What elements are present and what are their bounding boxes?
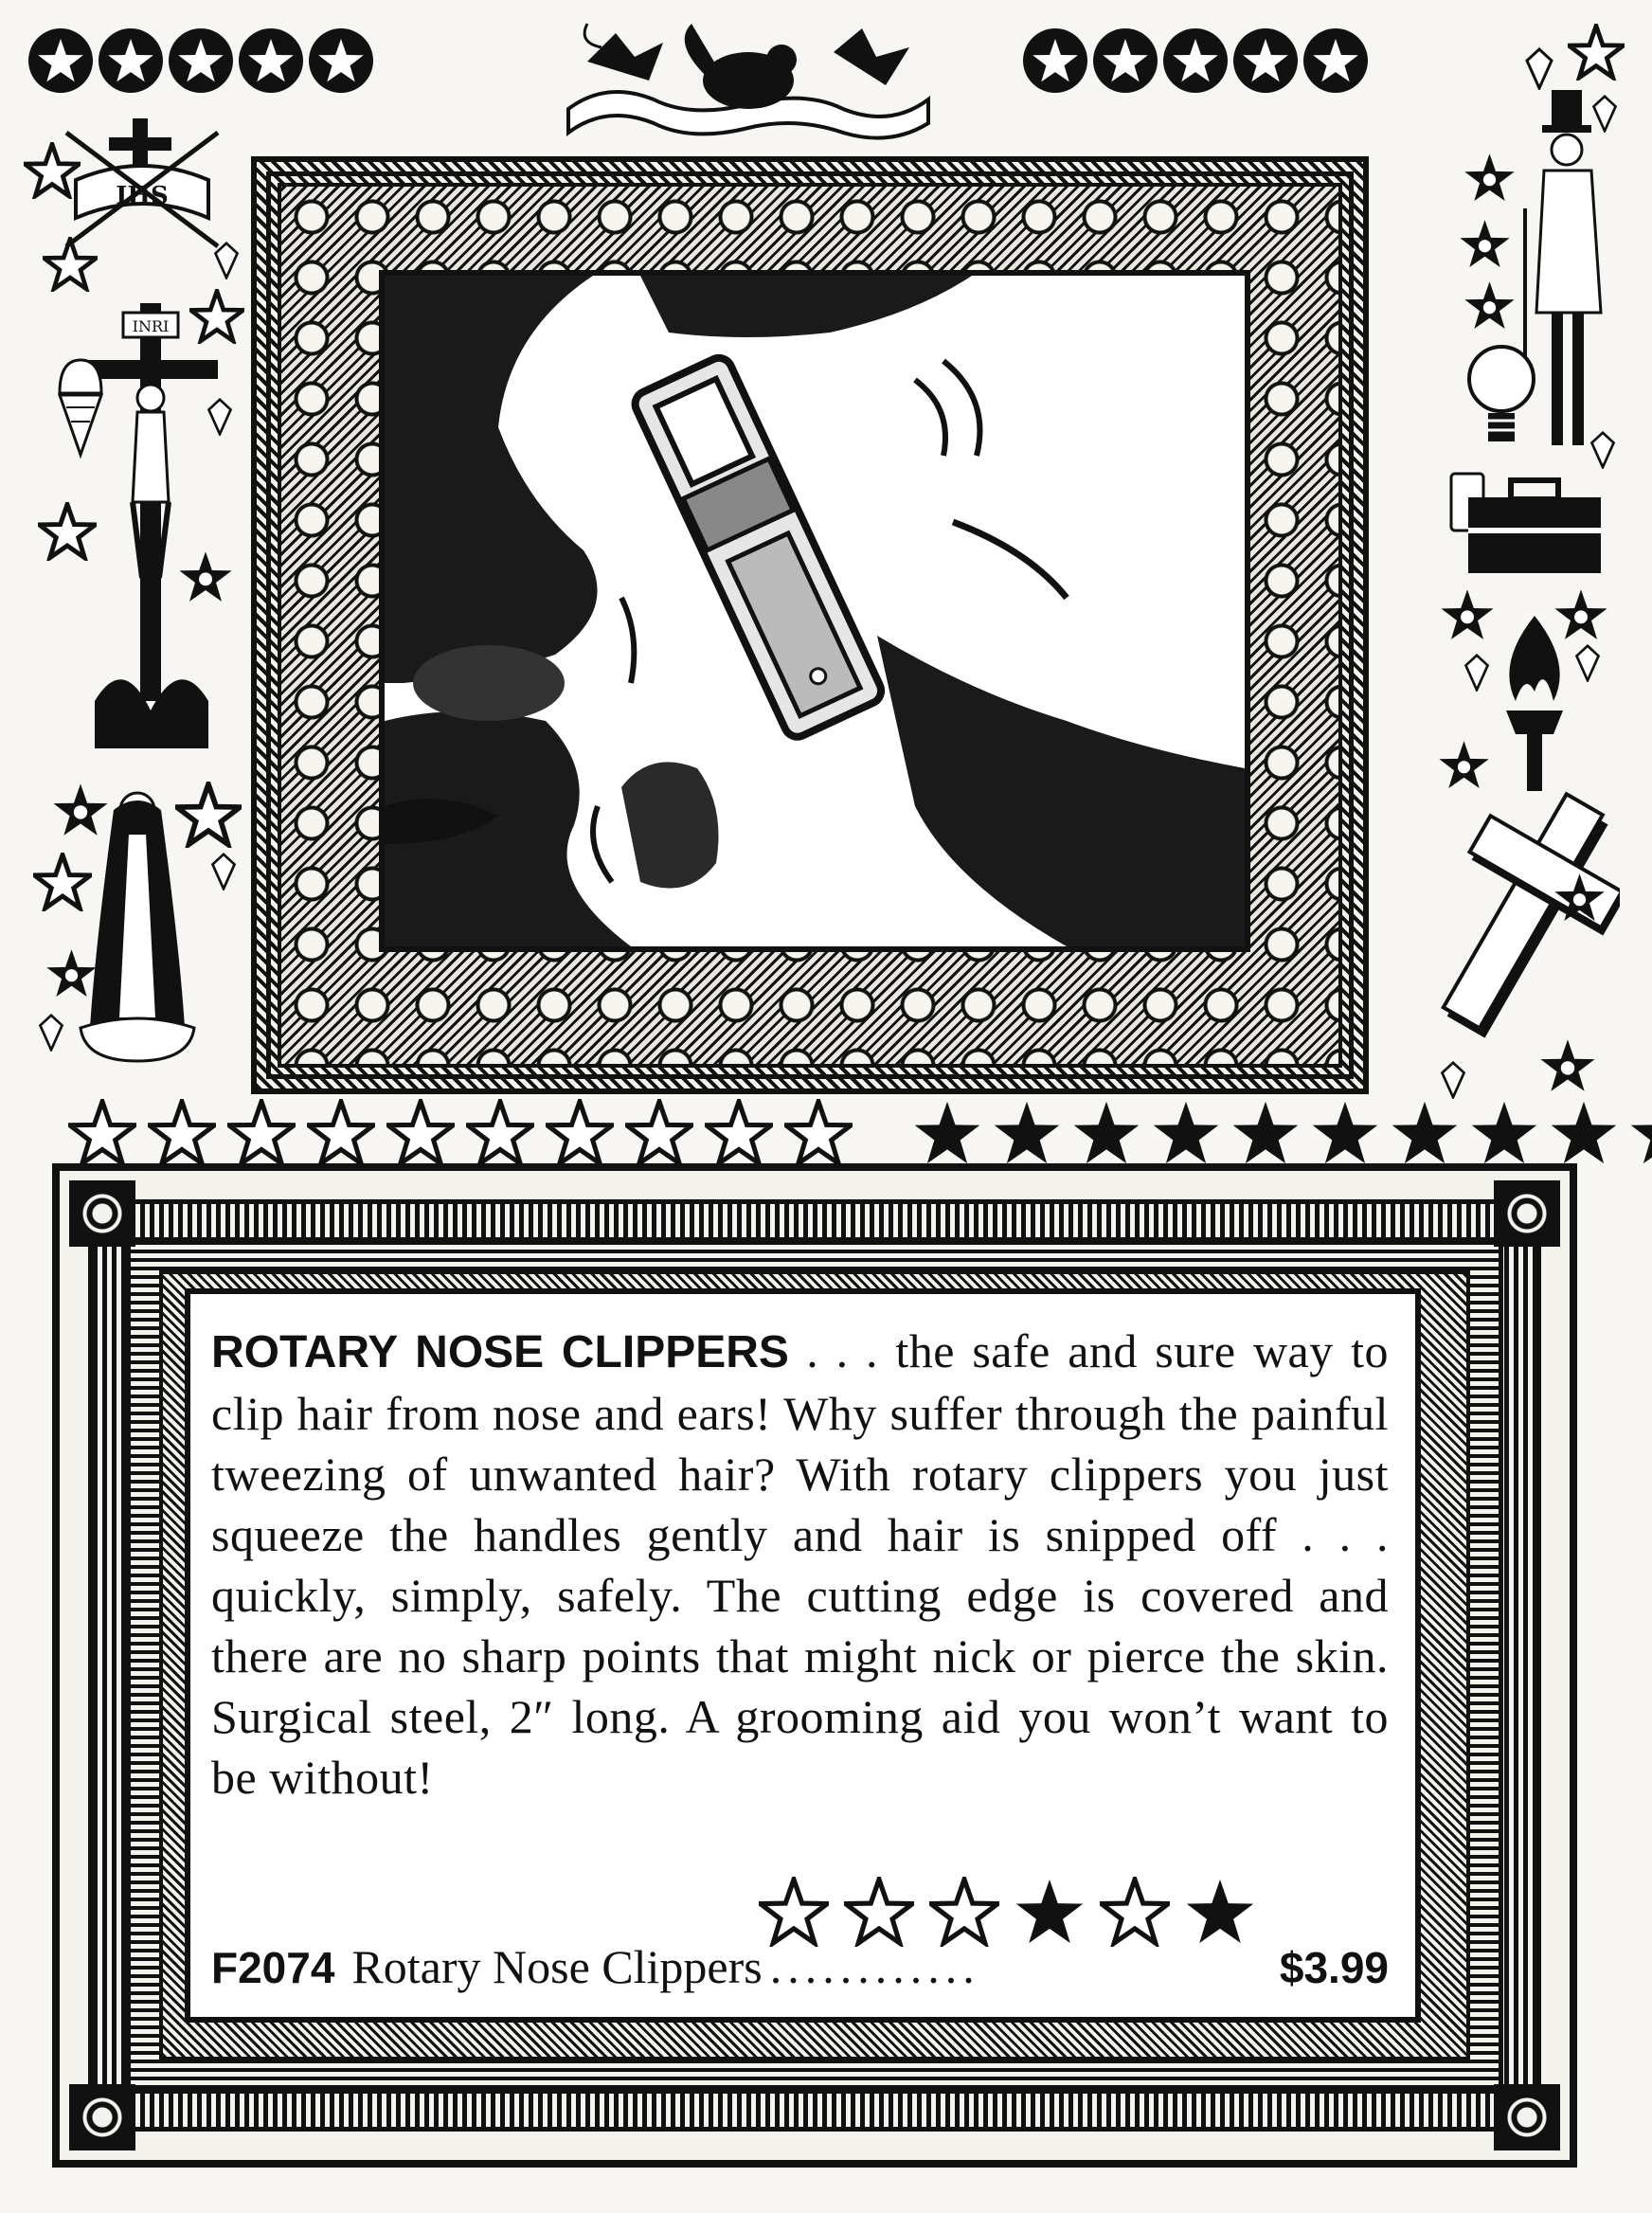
inri-sign-text: INRI [132,317,170,335]
outline-star-icon [466,1099,534,1167]
solid-star-icon [1072,1099,1140,1167]
outline-star-icon [307,1099,375,1167]
outline-star-icon [227,1099,296,1167]
outline-star-icon [844,1877,914,1947]
starburst-icon [178,549,233,604]
outline-star-icon [784,1099,853,1167]
product-photo [379,270,1250,952]
solid-star-icon [993,1099,1061,1167]
solid-star-icon [1231,1099,1300,1167]
circle-star-icon [99,28,163,93]
starburst-icon [45,947,98,999]
outline-star-icon [386,1099,455,1167]
ad-description: . . . the safe and sure way to clip hair from nose and ears! Why suffer through the painful tweezing of unwanted hair? With rotary clippers you just squeeze the handles gently and hair is snipped off . . . quickly, simply, safely. The cutting edge is covered and there are no sharp points that might nick or pierce the skin. Surgical steel, 2″ long. A grooming aid you won’t want to be without! [211,1324,1389,1804]
solid-star-icon [1015,1877,1085,1947]
madonna-figure-icon [76,782,199,1066]
corner-ornament-icon [69,1180,135,1247]
solid-star-icon [1550,1099,1618,1167]
outline-star-icon [1568,24,1625,81]
gem-icon [38,1014,64,1052]
outline-star-icon [189,289,244,344]
circle-star-icon [1163,28,1228,93]
starburst-icon [1539,1037,1596,1094]
top-star-row-right [1023,28,1374,93]
gem-icon [1591,95,1618,133]
gem-icon [1440,1061,1466,1099]
starburst-icon [1463,279,1516,332]
product-name: Rotary Nose Clippers [351,1940,763,1993]
ice-cream-cone-icon [52,355,109,459]
solid-star-icon [1391,1099,1459,1167]
outline-star-icon [546,1099,614,1167]
outline-star-icon [759,1877,829,1947]
solid-star-icon [1470,1099,1538,1167]
outline-star-icon [929,1877,999,1947]
circle-star-icon [169,28,233,93]
corner-ornament-icon [1494,1180,1560,1247]
outline-star-icon [43,237,98,292]
gem-icon [213,242,240,279]
top-star-row-left [28,28,379,93]
torch-icon [1478,606,1591,796]
starburst-icon [1459,218,1511,270]
briefcase-icon [1449,469,1606,578]
corner-ornament-icon [69,2084,135,2150]
circle-star-icon [28,28,93,93]
solid-star-icon [1152,1099,1220,1167]
gem-icon [210,853,237,891]
chipmunk-banner-icon [549,5,947,147]
circle-star-icon [1093,28,1158,93]
corner-ornament-icon [1494,2084,1560,2150]
outline-star-icon [38,502,97,561]
circle-star-icon [1233,28,1298,93]
starburst-icon [1553,872,1606,924]
product-code: F2074 [211,1943,335,1992]
outline-star-icon [625,1099,693,1167]
ad-headline: ROTARY NOSE CLIPPERS [211,1327,789,1377]
circle-star-icon [1023,28,1087,93]
solid-star-icon [1311,1099,1379,1167]
gem-icon [1589,431,1616,469]
starburst-icon [1463,152,1516,204]
gem-icon [1525,47,1553,90]
circle-star-icon [239,28,303,93]
order-line [211,1938,1389,1996]
circle-star-icon [309,28,373,93]
ad-copy-box [185,1288,1421,2023]
circle-star-icon [1303,28,1368,93]
leader-dots: ............ [769,1940,980,1993]
solid-star-icon [1185,1877,1255,1947]
solid-star-icon [1629,1099,1652,1167]
outline-star-icon [1100,1877,1170,1947]
outline-star-icon [24,142,81,199]
ihs-plaque-text: IHS [116,182,169,210]
gem-icon [206,398,233,436]
outline-star-icon [68,1099,136,1167]
ad-body-text [211,1321,1389,1808]
solid-star-icon [913,1099,981,1167]
inline-star-row [759,1877,1270,1947]
outline-star-icon [148,1099,216,1167]
light-bulb-icon [1463,341,1539,455]
nose-clipper-illustration [385,276,1245,946]
product-price: $3.99 [1279,1943,1389,1992]
outline-star-icon [705,1099,773,1167]
middle-star-row [68,1099,1652,1167]
